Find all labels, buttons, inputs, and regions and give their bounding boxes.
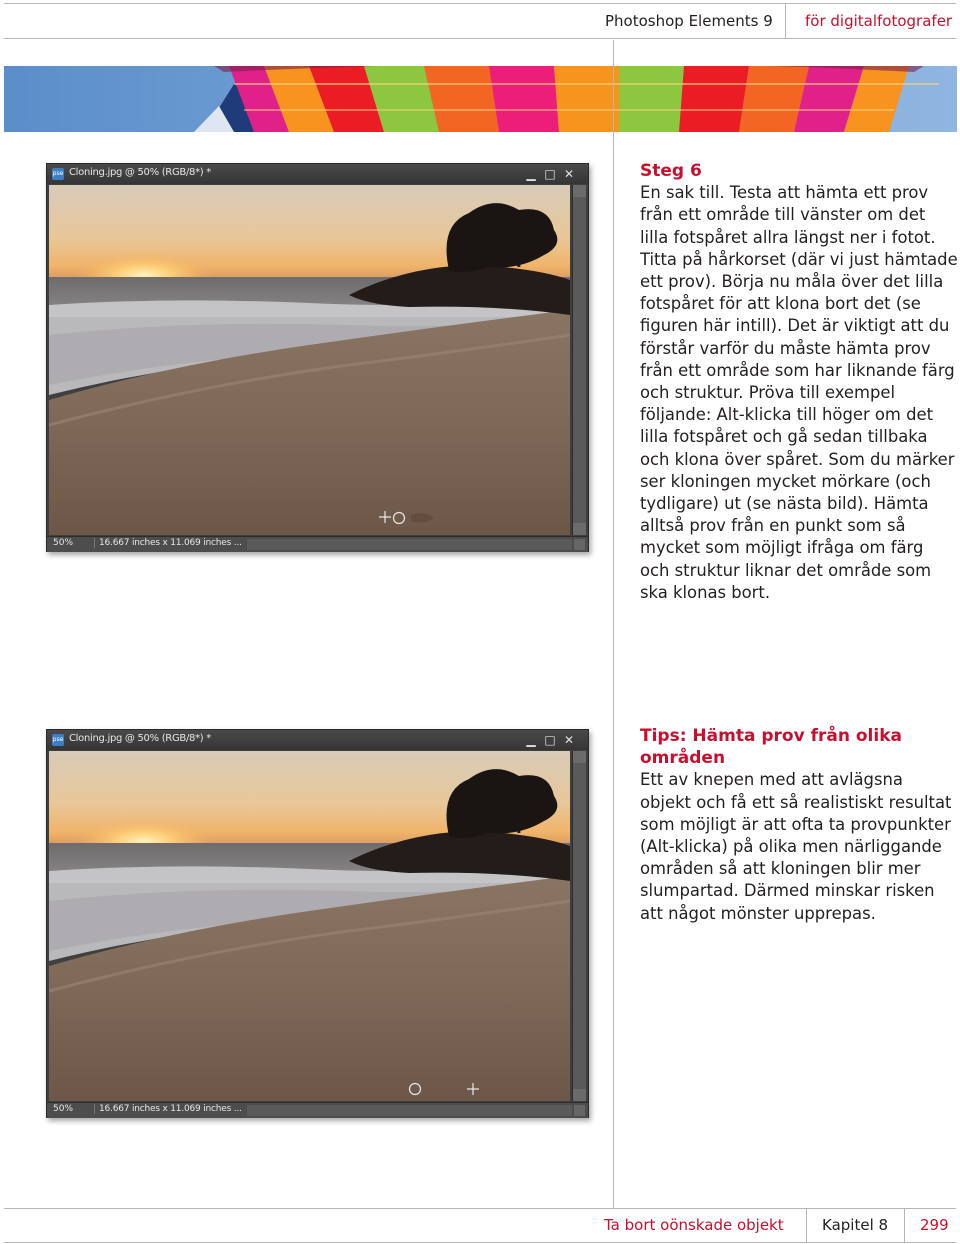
image-canvas[interactable]	[49, 185, 570, 535]
zoom-level[interactable]: 50%	[53, 1104, 74, 1114]
step6-heading: Steg 6	[640, 161, 702, 181]
running-footer	[0, 1205, 960, 1244]
tips-heading: Tips: Hämta prov från olika områden	[640, 726, 902, 769]
window-title: Cloning.jpg @ 50% (RGB/8*) *	[69, 167, 211, 178]
document-size[interactable]: 16.667 inches x 11.069 inches ...	[94, 538, 242, 548]
tips-body: Ett av knepen med att avlägsna objekt och få ett så realistiskt resultat som möjligt är att ofta ta provpunkter (Alt-klicka) på olika men närliggande områden så att kloningen blir mer slumpartad. Därmed minskar risken att något mönster upprepas.	[640, 770, 952, 923]
running-header	[0, 0, 960, 40]
balloon-banner-image	[4, 66, 957, 132]
maximize-icon[interactable]: □	[544, 167, 556, 181]
maximize-icon[interactable]: □	[544, 733, 556, 747]
tips-section	[640, 725, 958, 925]
footer-separator	[806, 1208, 807, 1242]
header-separator	[785, 3, 786, 38]
book-subtitle: för digitalfotografer	[805, 12, 953, 30]
column-divider	[613, 40, 614, 1208]
header-rule-bottom	[4, 38, 956, 39]
document-size[interactable]: 16.667 inches x 11.069 inches ...	[94, 1104, 242, 1114]
status-bar	[47, 1102, 588, 1118]
minimize-icon[interactable]: ▁	[526, 733, 536, 747]
pse-app-icon: pse	[52, 734, 64, 746]
page-number: 299	[920, 1216, 949, 1234]
zoom-level[interactable]: 50%	[53, 538, 74, 548]
horizontal-scrollbar[interactable]	[247, 1105, 572, 1116]
resize-grip-icon[interactable]	[574, 1105, 585, 1116]
vertical-scrollbar[interactable]	[572, 185, 586, 535]
chapter-title: Ta bort oönskade objekt	[604, 1216, 784, 1234]
footer-rule-top	[4, 1208, 956, 1209]
close-icon[interactable]: ✕	[563, 733, 575, 747]
status-bar	[47, 536, 588, 552]
window-title: Cloning.jpg @ 50% (RGB/8*) *	[69, 733, 211, 744]
photoshop-document-window-bottom	[46, 729, 589, 1118]
window-titlebar	[47, 164, 588, 184]
pse-app-icon: pse	[52, 168, 64, 180]
image-canvas[interactable]	[49, 751, 570, 1101]
photoshop-document-window-top	[46, 163, 589, 552]
header-rule-top	[4, 3, 956, 4]
window-titlebar	[47, 730, 588, 750]
minimize-icon[interactable]: ▁	[526, 167, 536, 181]
vertical-scrollbar[interactable]	[572, 751, 586, 1101]
book-title: Photoshop Elements 9	[605, 12, 773, 30]
step6-body: En sak till. Testa att hämta ett prov från ett område till vänster om det lilla fotspåret allra längst ner i fotot. Titta på hårkorset (där vi just hämtade ett prov). Börja nu måla över det lilla fotspåret för att klona bort det (se figuren här intill). Det är viktigt att du förstår varför du måste hämta prov från ett område som har liknande färg och struktur. Pröva till exempel följande: Alt-klicka till höger om det lilla fotspåret och gå sedan tillbaka och klona över spåret. Som du märker ser kloningen mycket mörkare (och tydligare) ut (se nästa bild). Hämta alltså prov från en punkt som så mycket som möjligt ifråga om färg och struktur liknar det område som ska klonas bort.	[640, 183, 958, 602]
step6-section	[640, 160, 958, 604]
close-icon[interactable]: ✕	[563, 167, 575, 181]
resize-grip-icon[interactable]	[574, 539, 585, 550]
footer-separator	[904, 1208, 905, 1242]
footer-rule-bottom	[4, 1242, 956, 1243]
horizontal-scrollbar[interactable]	[247, 539, 572, 550]
chapter-label: Kapitel 8	[822, 1216, 889, 1234]
